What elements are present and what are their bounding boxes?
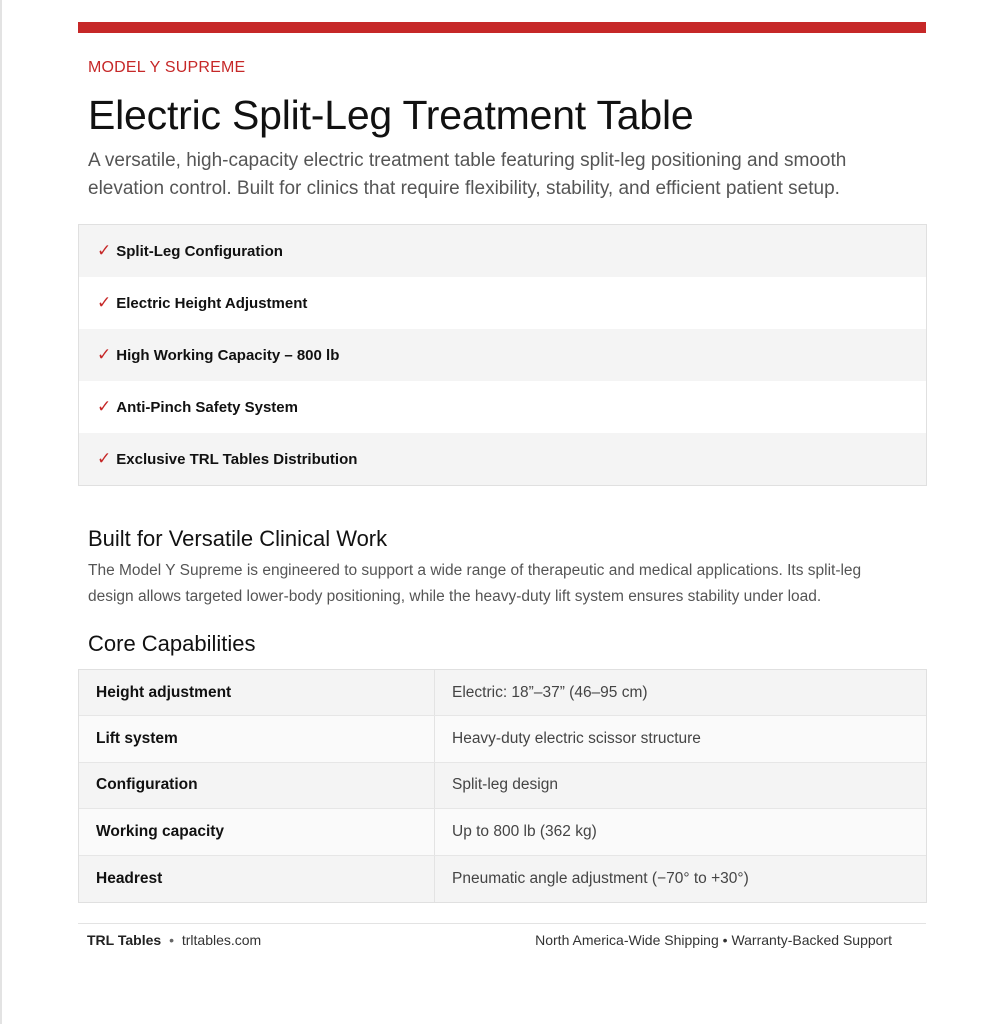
spec-value: Heavy-duty electric scissor structure xyxy=(452,730,701,748)
accent-bar xyxy=(78,22,926,33)
table-row xyxy=(79,670,926,716)
footer-brand: TRL Tables xyxy=(87,932,162,949)
spec-value: Up to 800 lb (362 kg) xyxy=(452,822,597,840)
feature-item xyxy=(79,381,926,433)
spec-value: Electric: 18”–37” (46–95 cm) xyxy=(452,683,648,701)
spec-label: Working capacity xyxy=(79,809,435,854)
feature-item xyxy=(79,433,926,485)
spec-label: Lift system xyxy=(79,716,435,761)
spec-value: Pneumatic angle adjustment (−70° to +30°) xyxy=(452,869,749,887)
spec-label: Height adjustment xyxy=(79,670,435,715)
page-left-border xyxy=(0,0,2,1024)
feature-label: Anti-Pinch Safety System xyxy=(116,398,298,416)
feature-item xyxy=(79,329,926,381)
spec-label: Headrest xyxy=(79,856,435,902)
spec-value: Split-leg design xyxy=(452,776,558,794)
feature-item xyxy=(79,277,926,329)
footer-separator: • xyxy=(169,932,174,949)
versatile-heading: Built for Versatile Clinical Work xyxy=(88,526,388,551)
versatile-body: The Model Y Supreme is engineered to support a wide range of therapeutic and medical applications. Its split-leg design allows targeted lower-body positioning, while the heavy-duty lift system ensures stability under load. xyxy=(88,562,862,605)
check-icon: ✓ xyxy=(97,241,112,260)
feature-label: Exclusive TRL Tables Distribution xyxy=(116,450,358,468)
spec-label: Configuration xyxy=(79,763,435,808)
table-row xyxy=(79,716,926,762)
footer-right: North America-Wide Shipping • Warranty-Backed Support xyxy=(535,932,892,949)
check-icon: ✓ xyxy=(97,345,112,364)
feature-item xyxy=(79,225,926,277)
footer-left xyxy=(87,932,261,948)
capabilities-table xyxy=(78,669,927,903)
check-icon: ✓ xyxy=(97,449,112,468)
model-name: MODEL Y SUPREME xyxy=(88,59,246,76)
feature-label: Electric Height Adjustment xyxy=(116,294,308,312)
footer-site-link[interactable]: trltables.com xyxy=(181,932,262,949)
table-row xyxy=(79,856,926,902)
page-title: Electric Split-Leg Treatment Table xyxy=(88,92,694,138)
page-footer xyxy=(78,923,926,957)
feature-label: High Working Capacity – 800 lb xyxy=(116,346,340,364)
intro-text: A versatile, high-capacity electric treatment table featuring split-leg positioning and smooth elevation control. Built for clinics that require flexibility, stability, and efficient patient setup. xyxy=(88,150,847,199)
table-row xyxy=(79,763,926,809)
check-icon: ✓ xyxy=(97,397,112,416)
feature-label: Split-Leg Configuration xyxy=(116,242,283,260)
check-icon: ✓ xyxy=(97,293,112,312)
spec-sheet xyxy=(78,22,926,957)
capabilities-heading: Core Capabilities xyxy=(88,631,256,656)
table-row xyxy=(79,809,926,855)
feature-list xyxy=(78,224,927,486)
